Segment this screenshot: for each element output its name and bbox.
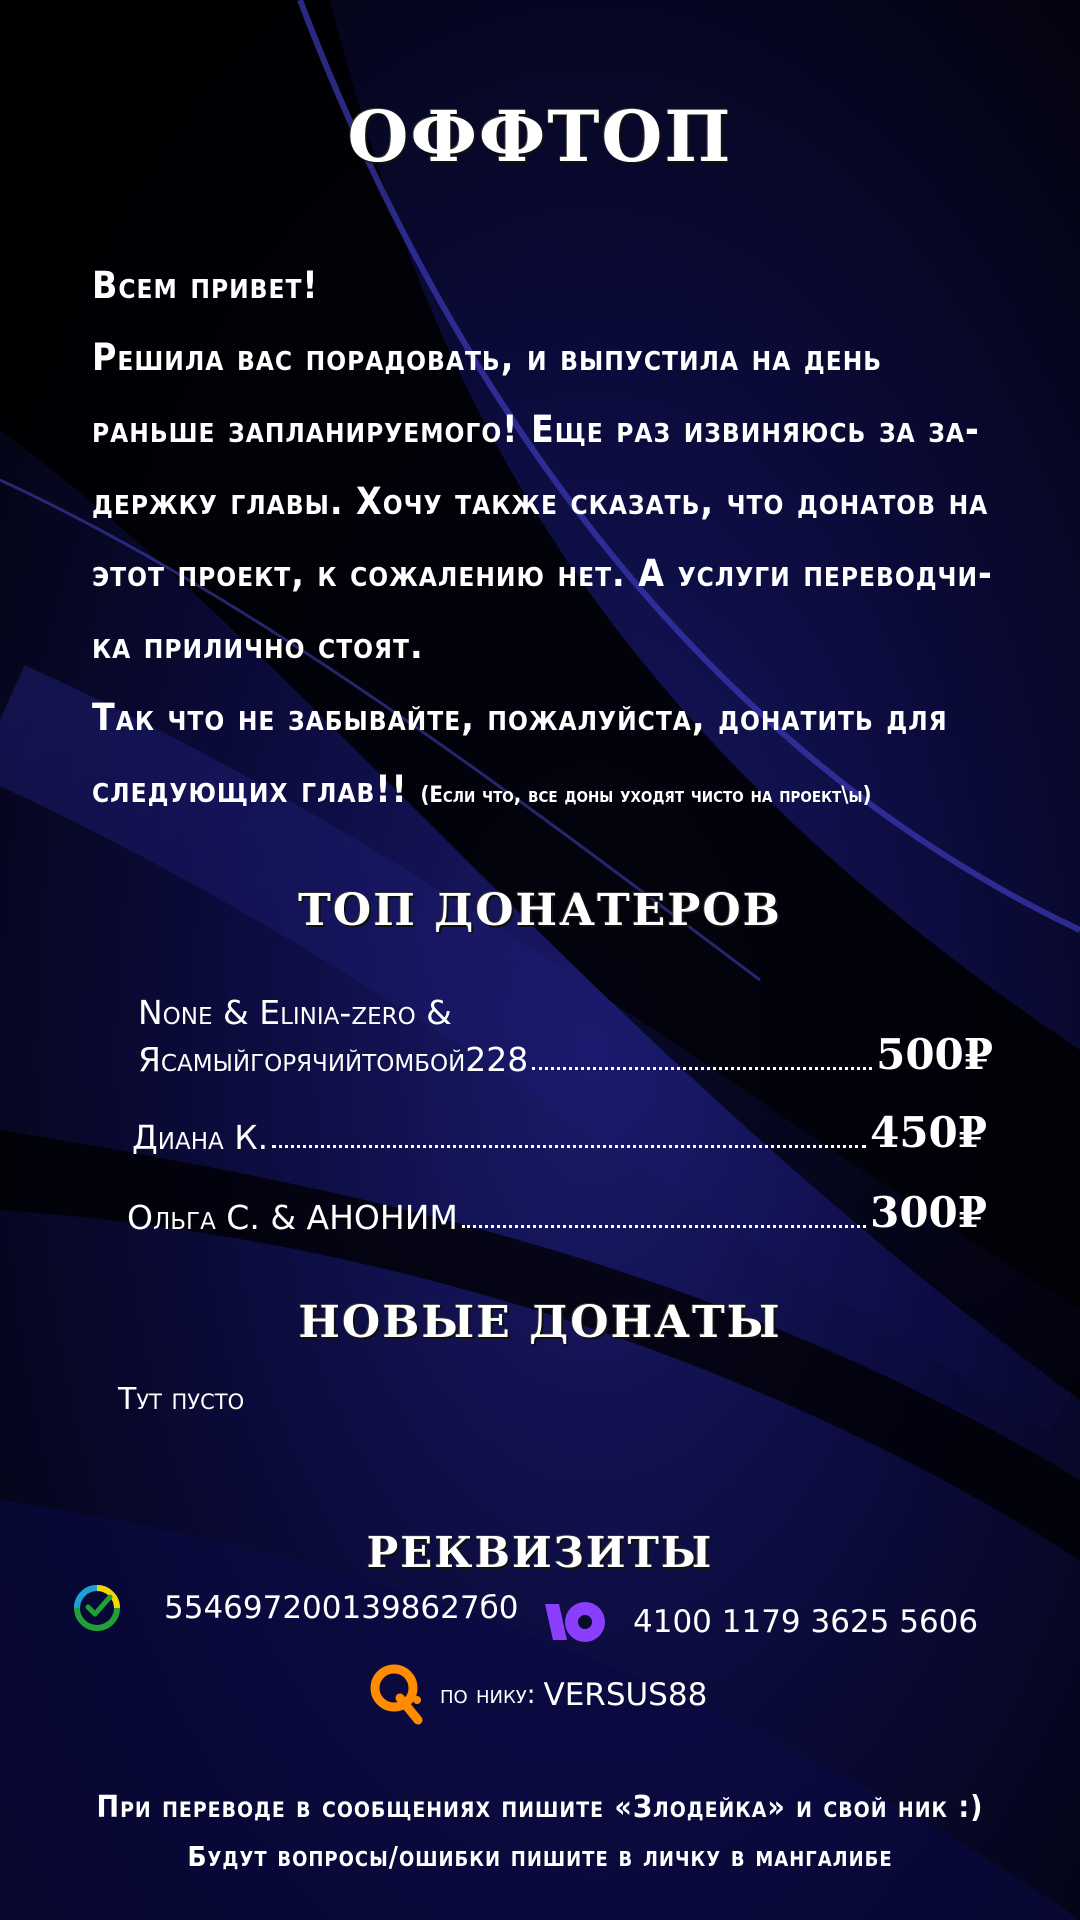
intro-line: этот проект, к сожалению нет. А услуги переводчи-	[92, 552, 993, 595]
qiwi-icon	[370, 1664, 426, 1726]
intro-line: Решила вас порадовать, и выпустила на день	[92, 336, 883, 379]
intro-line: держку главы. Хочу также сказать, что донатов на	[92, 480, 989, 523]
sber-payment	[72, 1583, 518, 1633]
footer-contact: Будут вопросы/ошибки пишите в личку в мангалибе	[187, 1840, 893, 1873]
leader-dots	[532, 1067, 872, 1070]
intro-note: (Если что, все доны уходят чисто на проект\ы)	[420, 783, 872, 808]
qiwi-label: по нику:	[440, 1680, 536, 1710]
donor-name-line1: None & Elinia-zero &	[138, 993, 452, 1032]
requisites-heading: РЕКВИЗИТЫ	[366, 1528, 714, 1577]
intro-text	[92, 250, 992, 832]
footer-note: При переводе в сообщениях пишите «Злодейка» и свой ник :)	[96, 1790, 984, 1825]
donor-name: Диана К.	[132, 1118, 269, 1157]
donor-row	[127, 1188, 987, 1237]
donor-amount: 450₽	[870, 1108, 987, 1157]
intro-line: Всем привет!	[92, 264, 319, 307]
donor-row	[132, 1108, 987, 1157]
qiwi-payment	[370, 1664, 707, 1726]
sberbank-icon	[72, 1583, 122, 1633]
intro-line: ка прилично стоят.	[92, 624, 424, 667]
yoomoney-payment	[545, 1600, 978, 1644]
qiwi-nick[interactable]: VERSUS88	[543, 1677, 708, 1713]
donor-name: Ольга С. & АНОНИМ	[127, 1198, 458, 1237]
intro-line: раньше запланируемого! Еще раз извиняюсь за за-	[92, 408, 980, 451]
intro-line: следующих глав!!	[92, 768, 408, 811]
top-donors-heading: ТОП ДОНАТЕРОВ	[298, 885, 782, 936]
donor-amount: 300₽	[870, 1188, 987, 1237]
leader-dots	[462, 1225, 866, 1228]
new-donations-heading: НОВЫЕ ДОНАТЫ	[298, 1297, 782, 1348]
donor-amount: 500₽	[876, 1030, 993, 1079]
new-donations-empty: Тут пусто	[118, 1382, 245, 1417]
donor-row	[138, 1030, 993, 1079]
leader-dots	[272, 1145, 866, 1148]
yoomoney-number[interactable]: 4100 1179 3625 5606	[633, 1604, 979, 1640]
sber-number[interactable]: 5546972001398627б0	[164, 1590, 519, 1626]
donor-name: Ясамыйгорячийтомбой228	[138, 1040, 529, 1079]
yoomoney-icon	[545, 1600, 607, 1644]
intro-line: Так что не забывайте, пожалуйста, донатить для	[92, 696, 948, 739]
page-title: ОФФТОП	[347, 95, 733, 178]
